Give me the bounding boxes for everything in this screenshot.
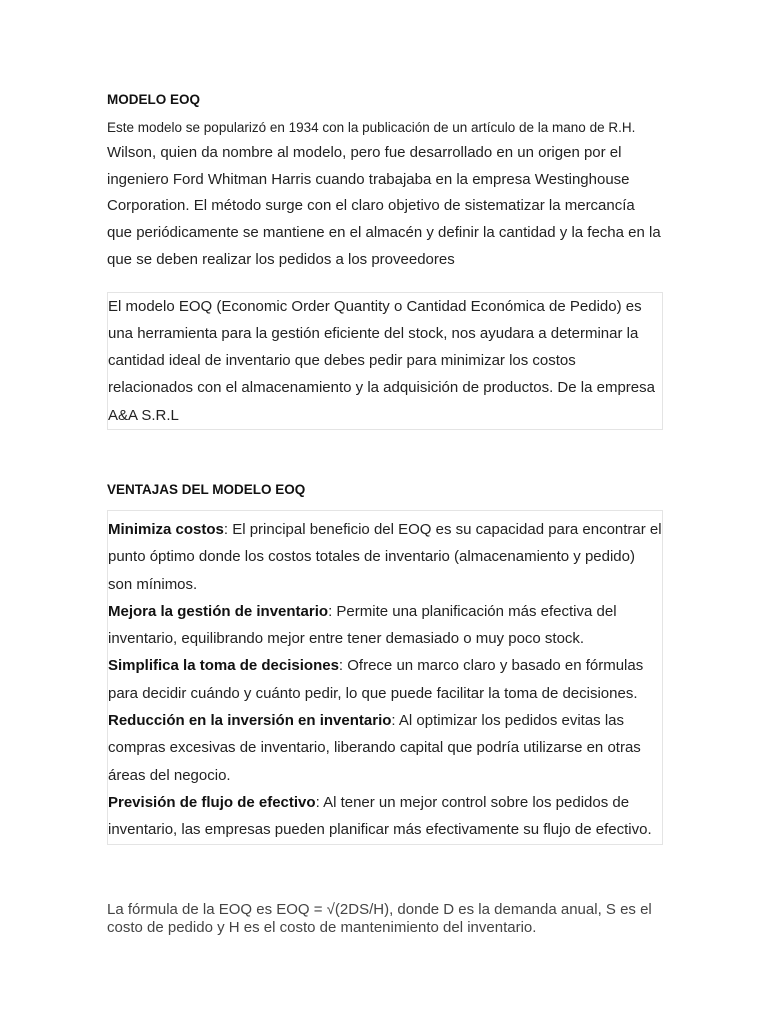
section-title-modelo-eoq: MODELO EOQ xyxy=(107,92,201,107)
advantage-label: Mejora la gestión de inventario xyxy=(108,602,329,620)
advantage-label: Previsión de flujo de efectivo xyxy=(108,793,316,811)
advantage-item xyxy=(108,516,662,598)
advantage-text: : Al tener un mejor control sobre los pedidos de inventario, las empresas pueden planificar más efectivamente su flujo de efectivo. xyxy=(108,793,652,839)
advantage-text: : Al optimizar los pedidos evitas las compras excesivas de inventario, liberando capital que podría utilizarse en otras áreas del negocio. xyxy=(108,712,641,784)
advantage-label: Simplifica la toma de decisiones xyxy=(108,657,339,675)
advantage-item xyxy=(108,598,662,653)
advantage-item xyxy=(108,707,662,789)
intro-paragraph: Wilson, quien da nombre al modelo, pero fue desarrollado en un origen por el ingeniero Ford Whitman Harris cuando trabajaba en la empresa Westinghouse Corporation. El método surge con el claro objetivo de sistematizar la mercancía que periódicamente se mantiene en el almacén y definir la cantidad y la fecha en la que se deben realizar los pedidos a los proveedores xyxy=(107,144,661,268)
advantage-text: : Ofrece un marco claro y basado en fórmulas para decidir cuándo y cuánto pedir, lo que puede facilitar la toma de decisiones. xyxy=(108,657,644,702)
advantage-text: : Permite una planificación más efectiva del inventario, equilibrando mejor entre tener demasiado o muy poco stock. xyxy=(108,602,617,648)
formula-paragraph: La fórmula de la EOQ es EOQ = √(2DS/H), donde D es la demanda anual, S es el costo de pedido y H es el costo de mantenimiento del inventario. xyxy=(107,900,652,936)
section-title-ventajas: VENTAJAS DEL MODELO EOQ xyxy=(107,482,306,497)
advantage-item xyxy=(108,652,662,707)
document-page xyxy=(107,90,663,937)
definition-box xyxy=(107,292,663,430)
advantage-label: Reducción en la inversión en inventario xyxy=(108,712,392,730)
advantage-text: : El principal beneficio del EOQ es su capacidad para encontrar el punto óptimo donde los costos totales de inventario (almacenamiento y pedido) son mínimos. xyxy=(108,521,662,593)
definition-text: El modelo EOQ (Economic Order Quantity o Cantidad Económica de Pedido) es una herramienta para la gestión eficiente del stock, nos ayudara a determinar la cantidad ideal de inventario que debes pedir para minimizar los costos relacionados con el almacenamiento y la adquisición de productos. De la empresa A&A S.R.L xyxy=(108,297,655,424)
advantages-box xyxy=(107,510,663,845)
intro-first-line: Este modelo se popularizó en 1934 con la publicación de un artículo de la mano de R.H. xyxy=(107,120,636,135)
advantage-item xyxy=(108,789,662,844)
advantage-label: Minimiza costos xyxy=(108,521,224,538)
